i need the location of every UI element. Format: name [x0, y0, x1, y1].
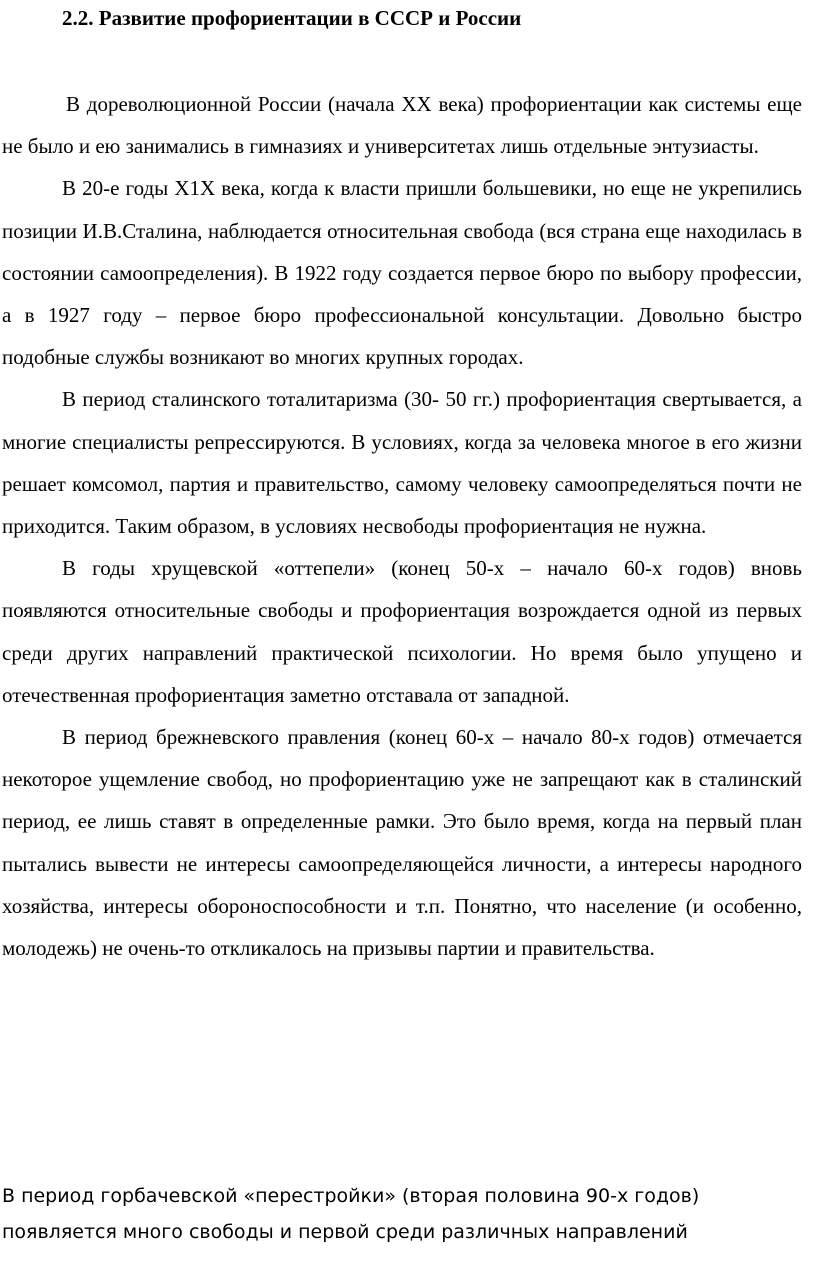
section-heading: 2.2. Развитие профориентации в СССР и России	[62, 6, 522, 30]
paragraph-khrushchev-thaw: В годы хрущевской «оттепели» (конец 50-х – начало 60-х годов) вновь появляются относительные свободы и профориентация возрождается одной из первых среди других направлений практической психологии. Но время было упущено и отечественная профориентация заметно отставала от западной.	[2, 556, 802, 707]
paragraph-brezhnev-period: В период брежневского правления (конец 60-х – начало 80-х годов) отмечается некоторое ущемление свобод, но профориентацию уже не запрещают как в сталинский период, ее лишь ставят в определенные рамки. Это было время, когда на первый план пытались вывести не интересы самоопределяющейся личности, а интересы народного хозяйства, интересы обороноспособности и т.п. Понятно, что население (и особенно, молодежь) не очень-то откликалось на призывы партии и правительства.	[2, 725, 802, 961]
document-body	[2, 83, 802, 969]
paragraph-prerevolutionary: В дореволюционной России (начала ХХ века) профориентации как системы еще не было и ею занимались в гимназиях и университетах лишь отдельные энтузиасты.	[2, 92, 802, 159]
paragraph-1920s: В 20-е годы Х1Х века, когда к власти пришли большевики, но еще не укрепились позиции И.В.Сталина, наблюдается относительная свобода (вся страна еще находилась в состоянии самоопределения). В 1922 году создается первое бюро по выбору профессии, а в 1927 году – первое бюро профессиональной консультации. Довольно быстро подобные службы возникают во многих крупных городах.	[2, 176, 802, 370]
paragraph-stalin-period: В период сталинского тоталитаризма (30- 50 гг.) профориентация свертывается, а многие специалисты репрессируются. В условиях, когда за человека многое в его жизни решает комсомол, партия и правительство, самому человеку самоопределяться почти не приходится. Таким образом, в условиях несвободы профориентация не нужна.	[2, 387, 802, 539]
paragraph-perestroika: В период горбачевской «перестройки» (вторая половина 90-х годов) появляется много свободы и первой среди различных направлений	[2, 1185, 700, 1243]
